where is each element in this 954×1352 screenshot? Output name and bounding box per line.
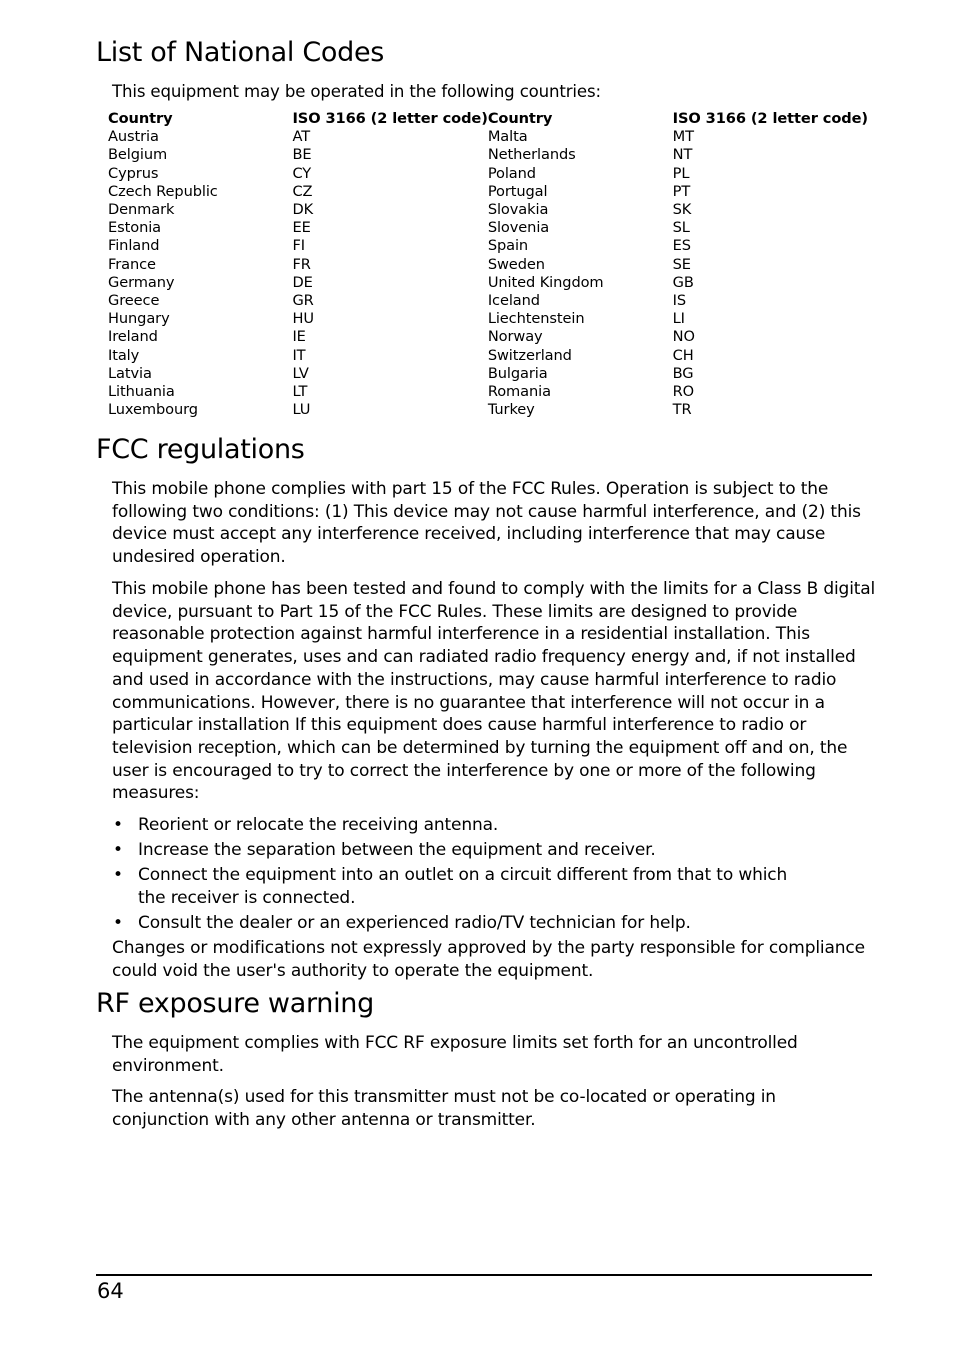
country-cell: Romania [487,383,551,401]
list-item [112,912,872,935]
country-cell: Portugal [487,182,548,200]
table-row [108,365,868,383]
country-cell: Germany [108,273,175,291]
table-row [108,219,868,237]
iso-code-cell: NO [672,328,695,346]
list-item-text: Consult the dealer or an experienced radio/TV technician for help. [138,912,691,933]
country-cell: Poland [487,164,536,182]
national-codes-table [108,110,868,419]
country-cell: France [108,255,156,273]
column-header: Country [487,110,553,127]
country-cell: Estonia [108,219,162,237]
country-cell: Czech Republic [108,182,218,200]
rf-paragraph-1: The equipment complies with FCC RF exposure limits set forth for an uncontrolled environment. [112,1033,798,1076]
iso-code-cell: IE [292,328,306,346]
iso-code-cell: FR [292,255,311,273]
iso-code-cell: RO [672,383,695,401]
iso-code-cell: IT [292,346,306,364]
country-cell: Slovakia [487,201,549,219]
iso-code-cell: GB [672,273,694,291]
rf-paragraph-2: The antenna(s) used for this transmitter must not be co-located or operating in conjunction with any other antenna or transmitter. [112,1087,776,1130]
table-row [108,237,868,255]
bullet-icon: • [113,840,123,861]
country-cell: Latvia [108,364,152,382]
footer-divider [96,1274,872,1276]
table-row [108,201,868,219]
iso-code-cell: PT [672,182,691,200]
country-cell: Slovenia [487,219,550,237]
column-header: Country [108,110,173,127]
country-cell: United Kingdom [487,273,604,291]
country-cell: Malta [487,128,528,146]
fcc-heading: FCC regulations [96,434,305,465]
iso-code-cell: FI [292,237,305,255]
table-row [108,183,868,201]
table-row [108,383,868,401]
iso-code-cell: LT [292,383,308,401]
list-item [112,839,872,862]
country-cell: Iceland [487,292,540,310]
country-cell: Bulgaria [487,364,548,382]
iso-code-cell: EE [292,219,311,237]
table-row [108,165,868,183]
table-row [108,292,868,310]
table-row [108,347,868,365]
country-cell: Cyprus [108,164,159,182]
iso-code-cell: CH [672,346,694,364]
national-codes-heading: List of National Codes [96,37,385,68]
iso-code-cell: ES [672,237,691,255]
table-row [108,256,868,274]
iso-code-cell: BG [672,364,694,382]
table-row [108,328,868,346]
country-cell: Italy [108,346,140,364]
iso-code-cell: CY [292,164,312,182]
fcc-paragraph-1: This mobile phone complies with part 15 of the FCC Rules. Operation is subject to the following two conditions: (1) This device may not cause harmful interference, and (2) this device must accept any interference received, including interference that may cause undesired operation. [112,479,861,568]
iso-code-cell: GR [292,292,314,310]
country-cell: Liechtenstein [487,310,585,328]
column-header: ISO 3166 (2 letter code) [292,110,488,127]
country-cell: Ireland [108,328,158,346]
iso-code-cell: DE [292,273,313,291]
table-row [108,401,868,419]
fcc-paragraph-2: This mobile phone has been tested and found to comply with the limits for a Class B digital device, pursuant to Part 15 of the FCC Rules. These limits are designed to provide reasonable protection against harmful interference in a residential installation. This equipment generates, uses and can radiated radio frequency energy and, if not installed and used in accordance with the instructions, may cause harmful interference to radio communications. However, there is no guarantee that interference will not occur in a particular installation If this equipment does cause harmful interference to radio or television reception, which can be determined by turning the equipment off and on, the user is encouraged to try to correct the interference by one or more of the following measures: [112,579,876,804]
country-cell: Denmark [108,201,175,219]
country-cell: Greece [108,292,160,310]
list-item-text: Connect the equipment into an outlet on a circuit different from that to which the receiver is connected. [138,865,788,908]
iso-code-cell: LV [292,364,309,382]
rf-heading: RF exposure warning [96,988,374,1019]
country-cell: Norway [487,328,543,346]
iso-code-cell: CZ [292,182,313,200]
iso-code-cell: AT [292,128,311,146]
country-cell: Sweden [487,255,545,273]
iso-code-cell: BE [292,146,312,164]
list-item-text: Increase the separation between the equipment and receiver. [138,840,656,861]
bullet-icon: • [113,912,123,933]
iso-code-cell: NT [672,146,693,164]
page-number: 64 [97,1279,124,1303]
table-row [108,310,868,328]
country-cell: Switzerland [487,346,572,364]
iso-code-cell: PL [672,164,690,182]
iso-code-cell: SK [672,201,692,219]
iso-code-cell: TR [672,401,692,419]
bullet-icon: • [113,815,123,835]
country-cell: Turkey [487,401,535,419]
iso-code-cell: HU [292,310,314,328]
national-codes-intro: This equipment may be operated in the following countries: [112,82,601,101]
country-cell: Belgium [108,146,168,164]
list-item-text: Reorient or relocate the receiving antenna. [138,815,499,835]
table-row [108,128,868,146]
table-header-row [108,110,868,128]
national-codes-table-body [108,128,868,419]
country-cell: Spain [487,237,529,255]
iso-code-cell: LI [672,310,685,328]
table-row [108,274,868,292]
iso-code-cell: IS [672,292,686,310]
column-header: ISO 3166 (2 letter code) [672,110,868,127]
list-item [112,814,872,837]
bullet-icon: • [113,865,123,886]
iso-code-cell: LU [292,401,311,419]
country-cell: Austria [108,128,159,146]
iso-code-cell: SE [672,255,691,273]
country-cell: Netherlands [487,146,576,164]
iso-code-cell: MT [672,128,694,146]
country-cell: Finland [108,237,160,255]
country-cell: Luxembourg [108,401,198,419]
fcc-paragraph-3: Changes or modifications not expressly approved by the party responsible for compliance could void the user's authority to operate the equipment. [112,938,865,981]
iso-code-cell: SL [672,219,690,237]
table-row [108,146,868,164]
fcc-measures-list [112,814,872,937]
country-cell: Hungary [108,310,170,328]
list-item [112,864,872,909]
country-cell: Lithuania [108,383,175,401]
iso-code-cell: DK [292,201,314,219]
